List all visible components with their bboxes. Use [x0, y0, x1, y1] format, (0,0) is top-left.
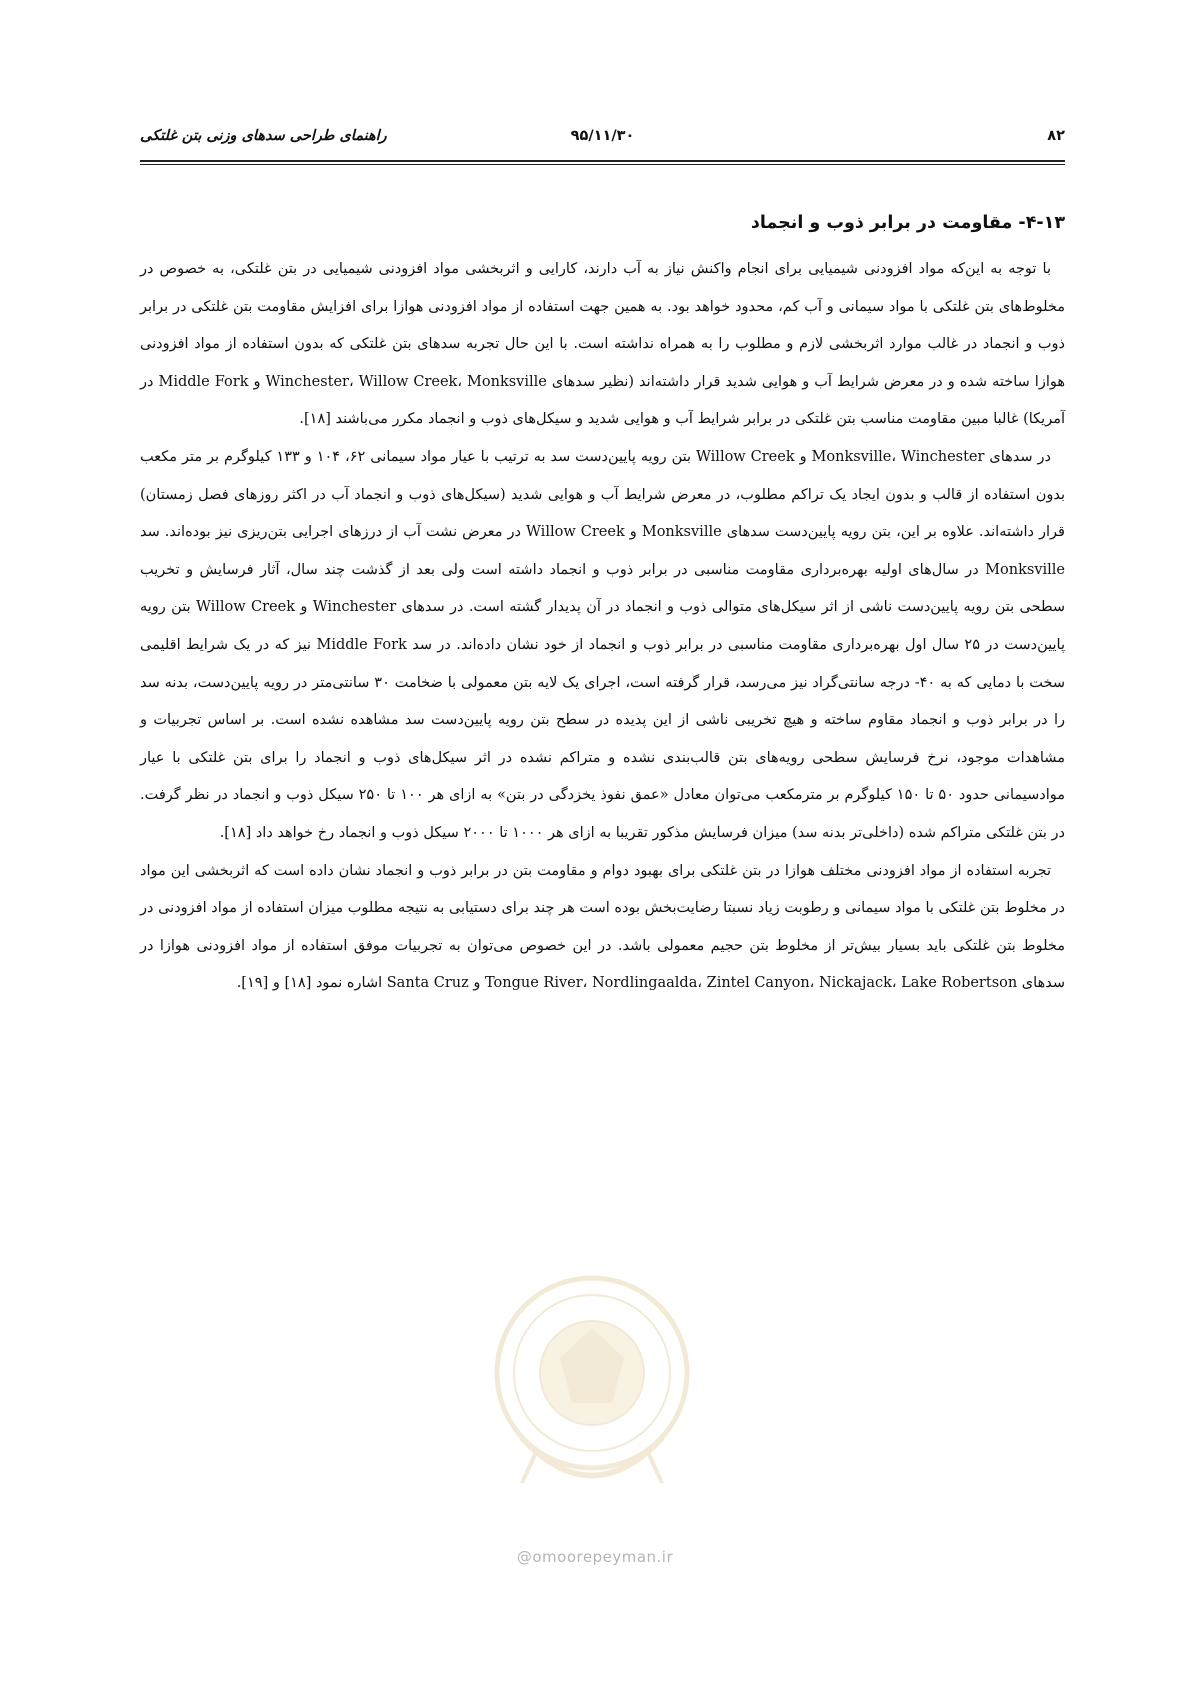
running-header [140, 128, 1065, 150]
body-text [140, 251, 1065, 1003]
header-divider [140, 160, 1065, 165]
page-number: ۸۲ [1047, 128, 1065, 144]
book-title: راهنمای طراحی سدهای وزنی بتن غلتکی [140, 128, 387, 144]
header-date: ۹۵/۱۱/۳۰ [570, 128, 635, 144]
paragraph-1: با توجه به این‌که مواد افزودنی شیمیایی برای انجام واکنش نیاز به آب دارند، کارایی و اثربخشی مواد افزودنی شیمیایی در بتن غلتکی، به خصوص در مخلوط‌های بتن غلتکی با مواد سیمانی و آب کم، محدود خواهد بود. به همین جهت استفاده از مواد افزودنی هوازا برای افزایش مقاومت بتن غلتکی در برابر ذوب و انجماد در غالب موارد اثربخشی لازم و مطلوب را به همراه نداشته است. با این حال تجربه سدهای بتن غلتکی که بدون استفاده از مواد افزودنی هوازا ساخته شده و در معرض شرایط آب و هوایی شدید قرار داشته‌اند (نظیر سدهای Winchester، Willow Creek، Monksville و Middle Fork در آمریکا) غالبا مبین مقاومت مناسب بتن غلتکی در برابر شرایط آب و هوایی شدید و سیکل‌های ذوب و انجماد مکرر می‌باشند [۱۸]. [140, 261, 1065, 428]
watermark-at-icon: @ [516, 1548, 533, 1566]
watermark-url-text: omoorepeyman.ir [532, 1548, 674, 1566]
paragraph-2: در سدهای Monksville، Winchester و Willow Creek بتن رویه پایین‌دست سد به ترتیب با عیار مواد سیمانی ۶۲، ۱۰۴ و ۱۳۳ کیلوگرم بر متر مکعب بدون استفاده از قالب و بدون ایجاد یک تراکم مطلوب، در معرض شرایط آب و هوایی شدید (سیکل‌های ذوب و انجماد آب در اکثر روزهای فصل زمستان) قرار داشته‌اند. علاوه بر این، بتن رویه پایین‌دست سدهای Monksville و Willow Creek در معرض نشت آب از درزهای اجرایی بتن‌ریزی نیز بوده‌اند. سد Monksville در سال‌های اولیه بهره‌برداری مقاومت مناسبی در برابر ذوب و انجماد داشته است ولی بعد از گذشت چند سال، آثار فرسایش و تخریب سطحی بتن رویه پایین‌دست ناشی از اثر سیکل‌های متوالی ذوب و انجماد در آن پدیدار گشته است. در سدهای Winchester و Willow Creek بتن رویه پایین‌دست در ۲۵ سال اول بهره‌برداری مقاومت مناسبی در برابر ذوب و انجماد از خود نشان داده‌اند. در سد Middle Fork نیز که در یک شرایط اقلیمی سخت با دمایی که به ۴۰- درجه سانتی‌گراد نیز می‌رسد، قرار گرفته است، اجرای یک لایه بتن معمولی با ضخامت ۳۰ سانتی‌متر در رویه پایین‌دست، بدنه سد را در برابر ذوب و انجماد مقاوم ساخته و هیچ تخریبی ناشی از این پدیده در سطح بتن رویه پایین‌دست سد مشاهده نشده است. بر اساس تجربیات و مشاهدات موجود، نرخ فرسایش سطحی رویه‌های بتن قالب‌بندی نشده و متراکم نشده در اثر سیکل‌های ذوب و انجماد را برای بتن غلتکی با عیار موادسیمانی حدود ۵۰ تا ۱۵۰ کیلوگرم بر مترمکعب می‌توان معادل «عمق نفوذ یخزدگی در بتن» به ازای هر ۱۰۰ تا ۲۵۰ سیکل ذوب و انجماد در نظر گرفت. در بتن غلتکی متراکم شده (داخلی‌تر بدنه سد) میزان فرسایش مذکور تقریبا به ازای هر ۱۰۰۰ تا ۲۰۰۰ سیکل ذوب و انجماد رخ خواهد داد [۱۸]. [140, 448, 1066, 841]
section-heading: ۴-۱۳- مقاومت در برابر ذوب و انجماد [750, 213, 1065, 233]
watermark-url [0, 1548, 1190, 1566]
watermark-logo [482, 1268, 702, 1528]
paragraph-3: تجربه استفاده از مواد افزودنی مختلف هوازا در بتن غلتکی برای بهبود دوام و مقاومت بتن در برابر ذوب و انجماد نشان داده است که اثربخشی این مواد در مخلوط بتن غلتکی با مواد سیمانی و رطوبت زیاد نسبتا رضایت‌بخش بوده است هر چند برای دستیابی به نتیجه مطلوب میزان استفاده از مواد افزودنی در مخلوط بتن غلتکی باید بسیار بیش‌تر از مخلوط بتن حجیم معمولی باشد. در این خصوص می‌توان به تجربیات موفق استفاده از مواد افزودنی هوازا در سدهای Tongue River، Nordlingaalda، Zintel Canyon، Nickajack، Lake Robertson و Santa Cruz اشاره نمود [۱۸] و [۱۹]. [140, 862, 1065, 992]
